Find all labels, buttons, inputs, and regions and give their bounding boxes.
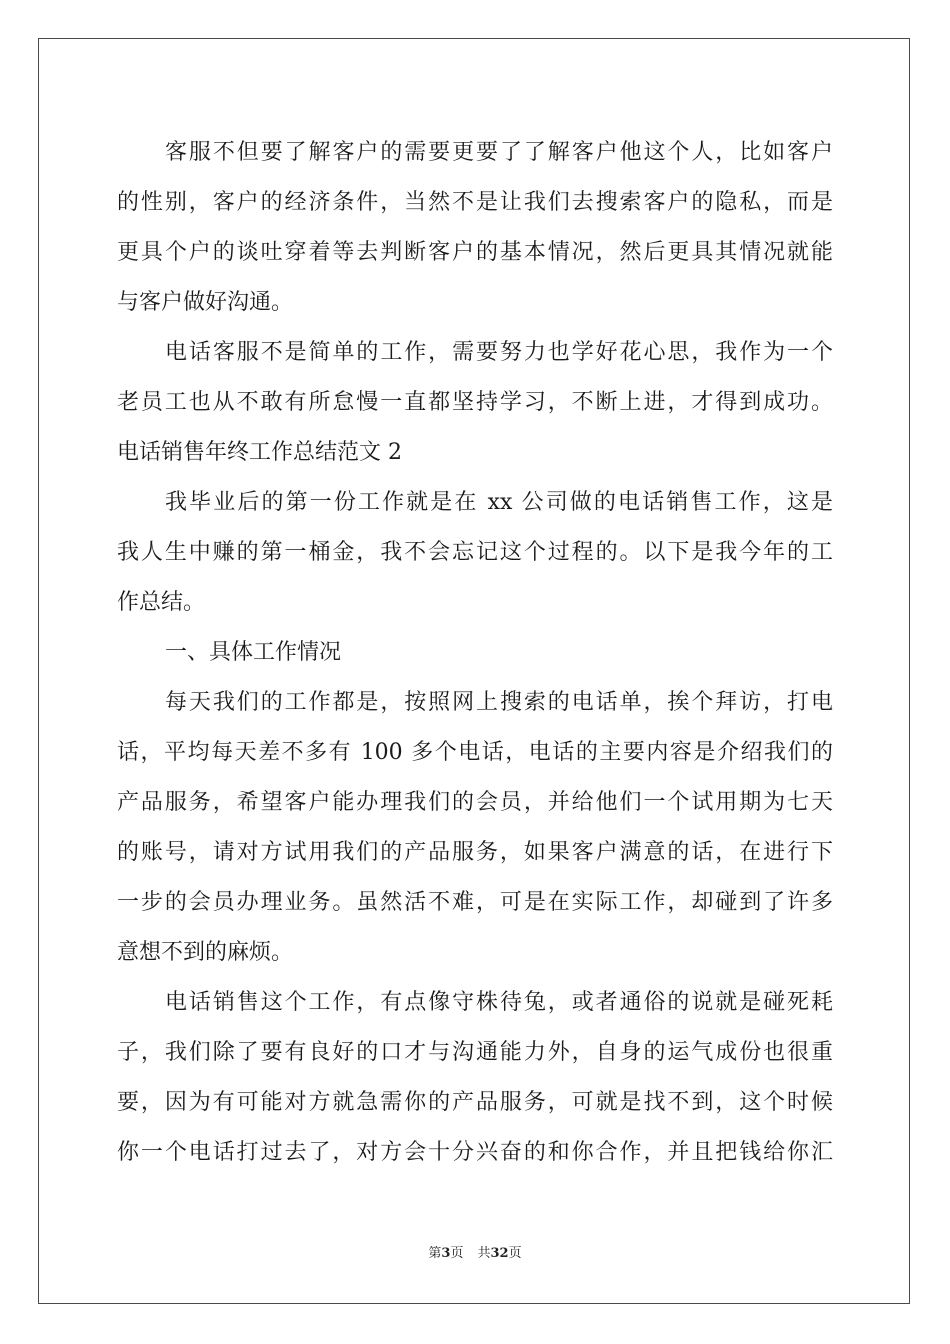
text-line: 我人生中赚的第一桶金，我不会忘记这个过程的。以下是我今年的工: [117, 540, 833, 565]
text-line: 要，因为有可能对方就急需你的产品服务，可就是找不到，这个时候: [117, 1090, 833, 1115]
text-line: 电话销售这个工作，有点像守株待兔，或者通俗的说就是碰死耗: [165, 990, 833, 1015]
page-current: 3: [441, 1246, 451, 1261]
page-mid: 页: [450, 1246, 464, 1261]
page-prefix: 第: [428, 1246, 442, 1261]
text-line: 我毕业后的第一份工作就是在 xx 公司做的电话销售工作，这是: [165, 490, 833, 515]
text-line: 你一个电话打过去了，对方会十分兴奋的和你合作，并且把钱给你汇: [117, 1140, 833, 1165]
document-body: [117, 128, 833, 1178]
text-line: 产品服务，希望客户能办理我们的会员，并给他们一个试用期为七天: [117, 790, 833, 815]
text-line: 子，我们除了要有良好的口才与沟通能力外，自身的运气成份也很重: [117, 1040, 833, 1065]
text-line: 的账号，请对方试用我们的产品服务，如果客户满意的话，在进行下: [117, 840, 833, 865]
text-line: 更具个户的谈吐穿着等去判断客户的基本情况，然后更具其情况就能: [117, 240, 833, 265]
page-footer: [0, 1244, 950, 1264]
section-heading: 电话销售年终工作总结范文 2: [117, 440, 402, 465]
total-suffix: 页: [508, 1246, 522, 1261]
text-line: 的性别，客户的经济条件，当然不是让我们去搜索客户的隐私，而是: [117, 190, 833, 215]
text-line: 客服不但要了解客户的需要更要了了解客户他这个人，比如客户: [165, 140, 833, 165]
subsection-heading: 一、具体工作情况: [165, 640, 342, 665]
total-prefix: 共: [477, 1246, 491, 1261]
text-line: 每天我们的工作都是，按照网上搜索的电话单，挨个拜访，打电: [165, 690, 833, 715]
text-line: 老员工也从不敢有所怠慢一直都坚持学习，不断上进，才得到成功。: [117, 390, 833, 415]
text-line: 与客户做好沟通。: [117, 290, 294, 315]
text-line: 电话客服不是简单的工作，需要努力也学好花心思，我作为一个: [165, 340, 833, 365]
page-total: 32: [490, 1246, 509, 1261]
text-line: 话，平均每天差不多有 100 多个电话，电话的主要内容是介绍我们的: [117, 740, 833, 765]
text-line: 意想不到的麻烦。: [117, 940, 294, 965]
text-line: 一步的会员办理业务。虽然活不难，可是在实际工作，却碰到了许多: [117, 890, 833, 915]
text-line: 作总结。: [117, 590, 206, 615]
